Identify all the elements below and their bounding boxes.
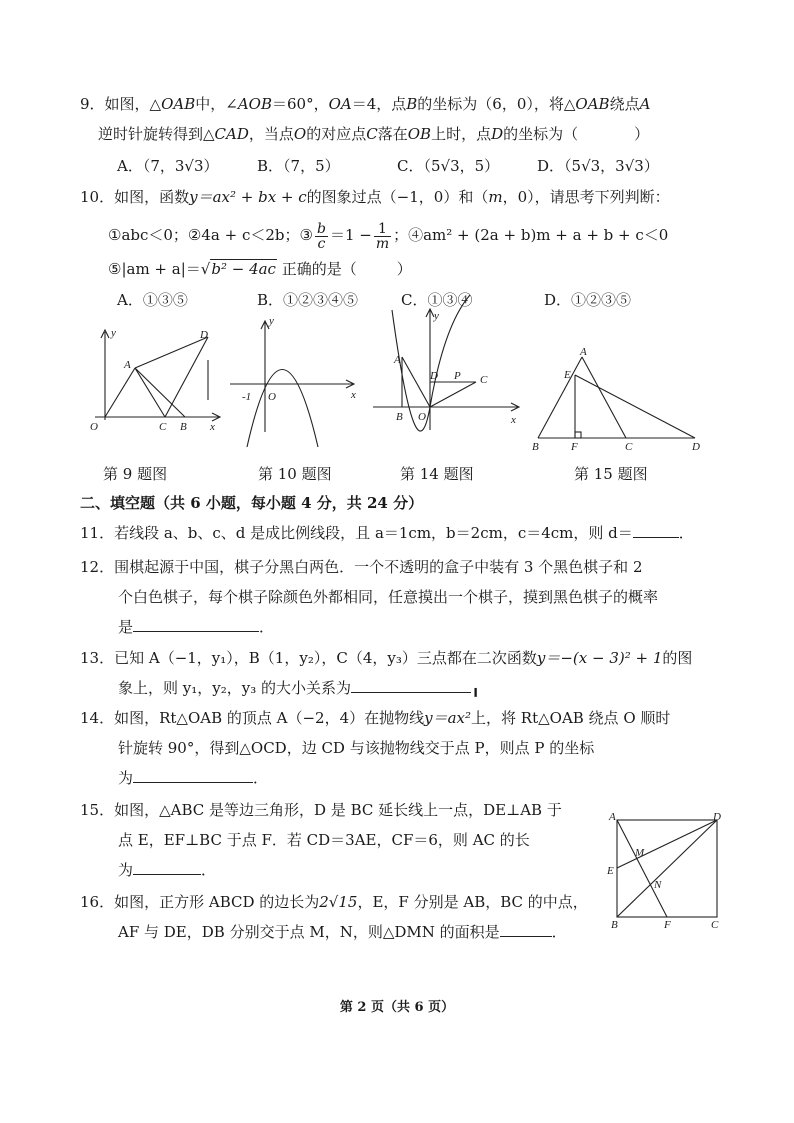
fig15-label-f: F xyxy=(571,441,578,453)
q14-line1: 14．如图，Rt△OAB 的顶点 A（−2，4）在抛物线y＝ax²上，将 Rt△OAB 绕点 O 顺时 xyxy=(80,709,671,727)
fig14-label-d: D xyxy=(430,370,438,382)
page-footer: 第 2 页（共 6 页） xyxy=(339,1000,455,1015)
fig10-label-x: x xyxy=(351,389,356,401)
fig14-label-o: O xyxy=(418,411,426,423)
fig14-label-b: B xyxy=(396,411,403,423)
q9-option-d: D．（5√3，3√3） xyxy=(537,157,659,175)
q14-line3: 为 ． xyxy=(118,769,269,787)
q12-line2: 个白色棋子，每个棋子除颜色外都相同，任意摸出一个棋子，摸到黑色棋子的概率 xyxy=(118,588,659,606)
q13-line1: 13．已知 A（−1，y₁），B（1，y₂），C（4，y₃）三点都在二次函数y＝−(x − 3)² + 1的图 xyxy=(80,649,693,667)
fig9-label-y: y xyxy=(111,327,116,339)
q10-option-b: B．①②③④⑤ xyxy=(257,291,359,309)
fig16-label-m: M xyxy=(635,847,645,859)
fig16-label-f: F xyxy=(664,919,671,931)
q9-line2: 逆时针旋转得到△CAD，当点O的对应点C落在OB上时，点D的坐标为（ ） xyxy=(98,125,650,143)
fig9-caption: 第 9 题图 xyxy=(103,465,168,483)
q13-line2: 象上，则 y₁，y₂，y₃ 的大小关系为 ╻ xyxy=(118,679,481,697)
fig16-label-b: B xyxy=(611,919,618,931)
q16-line2: AF 与 DE，DB 分别交于点 M，N，则△DMN 的面积是 ． xyxy=(118,923,567,941)
fig9-label-b: B xyxy=(180,421,187,433)
q10-option-d: D．①②③⑤ xyxy=(544,291,632,309)
q10-option-a: A．①③⑤ xyxy=(117,291,188,309)
fig10-label-y: y xyxy=(269,315,274,327)
q12-line1: 12．围棋起源于中国，棋子分黑白两色．一个不透明的盒子中装有 3 个黑色棋子和 2 xyxy=(80,558,643,576)
fig16-label-n: N xyxy=(654,879,662,891)
fig14-label-x: x xyxy=(511,414,516,426)
q16-line1: 16．如图，正方形 ABCD 的边长为2√15，E，F 分别是 AB，BC 的中点， xyxy=(80,893,588,911)
q9-line1: 9．如图，△OAB中，∠AOB＝60°，OA＝4，点B的坐标为（6，0），将△OAB绕点A xyxy=(80,95,651,113)
q15-line2: 点 E，EF⊥BC 于点 F．若 CD＝3AE，CF＝6，则 AC 的长 xyxy=(118,831,530,849)
q10-option-c: C．①③④ xyxy=(401,291,473,309)
fig14-label-a: A xyxy=(394,354,401,366)
fig9-label-d: D xyxy=(200,329,208,341)
q9-option-c: C．（5√3，5） xyxy=(397,157,500,175)
q14-line2: 针旋转 90°，得到△OCD，边 CD 与该抛物线交于点 P，则点 P 的坐标 xyxy=(118,739,595,757)
q12-line3: 是 ． xyxy=(118,618,275,636)
figure-10 xyxy=(225,312,365,452)
q9-option-a: A．（7，3√3） xyxy=(117,157,219,175)
q10-statement5: ⑤|am + a|＝√b² − 4ac 正确的是（ ） xyxy=(108,260,412,278)
fig14-label-y: y xyxy=(434,310,439,322)
fig9-label-a: A xyxy=(124,359,131,371)
section2-title: 二、填空题（共 6 小题，每小题 4 分，共 24 分） xyxy=(80,494,424,512)
figure-16 xyxy=(607,808,727,931)
fig15-label-e: E xyxy=(564,369,571,381)
q10-statements: ①abc＜0；②4a + c＜2b；③ $\frac{b}{c}$ ＝1 − $\frac{1}{m}$ ；④am² + (2a + b)m + a + b + c＜0 xyxy=(108,220,669,252)
fig9-label-c: C xyxy=(159,421,167,433)
figure-15 xyxy=(530,345,710,455)
q15-line3: 为 ． xyxy=(118,861,217,879)
figure-14 xyxy=(368,305,528,435)
fig15-caption: 第 15 题图 xyxy=(574,465,648,483)
fig14-label-c: C xyxy=(480,374,488,386)
fig14-caption: 第 14 题图 xyxy=(400,465,474,483)
fig16-label-e: E xyxy=(607,865,614,877)
fig15-label-d: D xyxy=(692,441,700,453)
fig15-label-b: B xyxy=(532,441,539,453)
fig15-label-a: A xyxy=(580,346,587,358)
figure-9 xyxy=(80,320,230,440)
fig9-label-x: x xyxy=(210,421,215,433)
fig14-label-p: P xyxy=(454,370,461,382)
fig10-caption: 第 10 题图 xyxy=(258,465,332,483)
fig9-label-o: O xyxy=(90,421,98,433)
fig16-label-d: D xyxy=(713,811,721,823)
fig16-label-a: A xyxy=(609,811,616,823)
fig10-label-minus1: -1 xyxy=(242,391,252,403)
q15-line1: 15．如图，△ABC 是等边三角形，D 是 BC 延长线上一点，DE⊥AB 于 xyxy=(80,801,562,819)
q10-line1: 10．如图，函数y＝ax² + bx + c的图象过点（−1，0）和（m，0），请思考下列判断： xyxy=(80,188,670,206)
fig16-label-c: C xyxy=(711,919,719,931)
q11: 11．若线段 a、b、c、d 是成比例线段，且 a＝1cm，b＝2cm，c＝4cm，则 d＝ ． xyxy=(80,524,694,542)
fig10-label-o: O xyxy=(268,391,276,403)
fig15-label-c: C xyxy=(625,441,633,453)
q9-option-b: B．（7，5） xyxy=(257,157,340,175)
